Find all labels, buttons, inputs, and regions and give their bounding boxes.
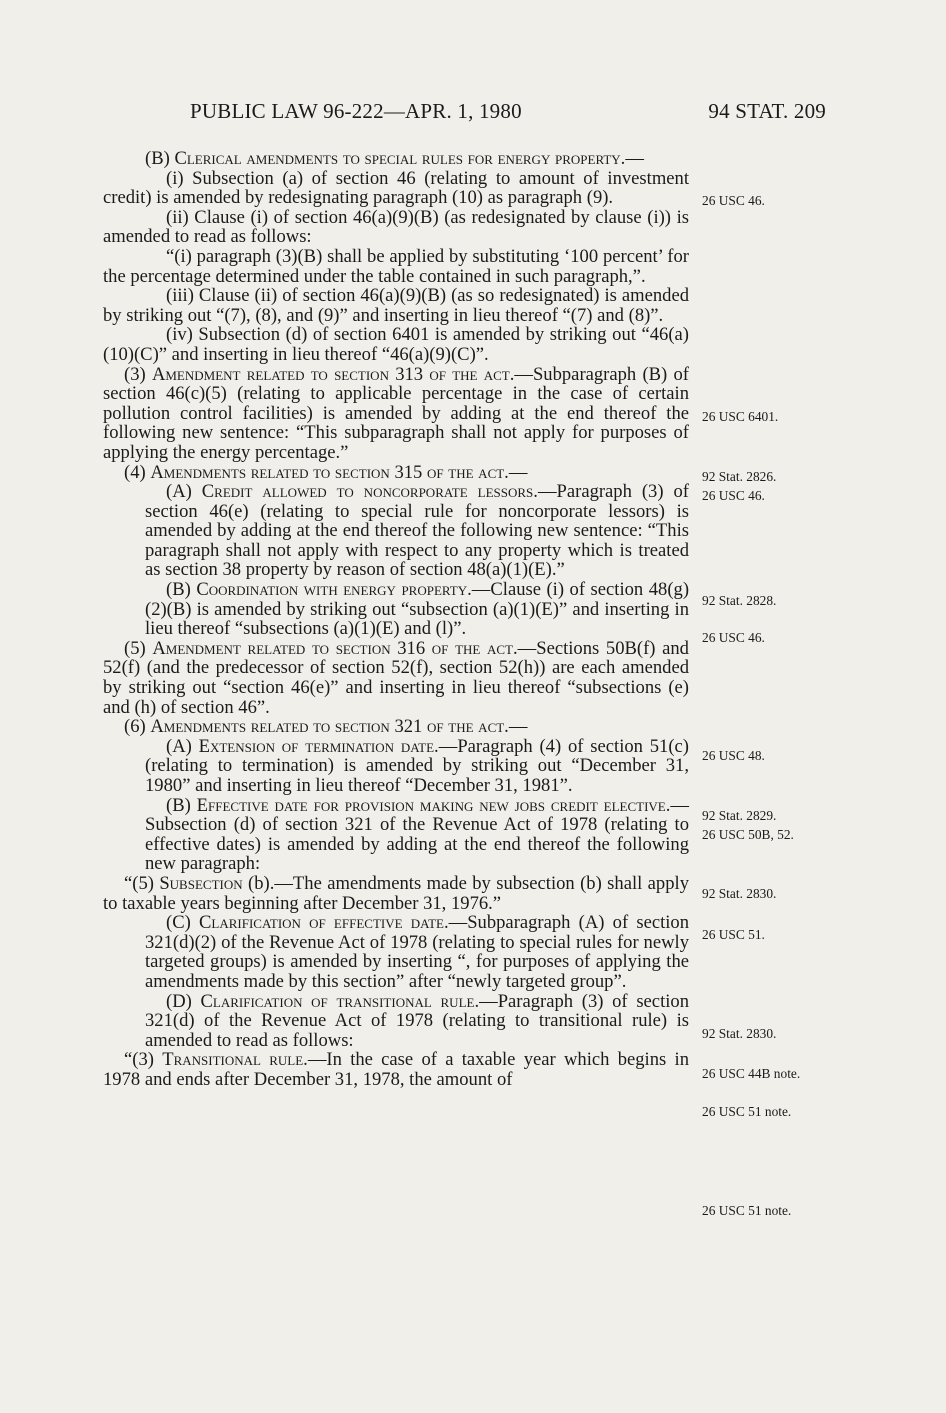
margin-note: 26 USC 44B note. [702,1066,801,1081]
margin-note: 26 USC 50B, 52. [702,827,794,842]
margin-note: 26 USC 6401. [702,409,779,424]
clause-iii: (iii) Clause (ii) of section 46(a)(9)(B) (as so redesignated) is amended by striking out “(7), (8), and (9)” and inserting in lieu thereof “(7) and (8)”. [103,285,689,326]
paragraph-6-section-321: (6) Amendments related to section 321 of the act.— [124,716,528,738]
clause-iv: (iv) Subsection (d) of section 6401 is amended by striking out “46(a)(10)(C)” and inserting in lieu thereof “46(a)(9)(C)”. [103,324,689,365]
clause-ii: (ii) Clause (i) of section 46(a)(9)(B) (as redesignated by clause (i)) is amended to read as follows: [103,206,689,248]
margin-note: 26 USC 46. [702,193,765,208]
margin-note: 26 USC 51. [702,927,765,942]
paragraph-4-section-315: (4) Amendments related to section 315 of the act.— [124,461,528,483]
quoted-paragraph-5: “(5) Subsection (b).—The amendments made by subsection (b) shall apply to taxable years beginning after December 31, 1976.” [103,872,689,914]
quoted-paragraph-3: “(3) Transitional rule.—In the case of a taxable year which begins in 1978 and ends after December 31, 1978, the amount of [103,1049,689,1090]
subparagraph-6c: (C) Clarification of effective date.—Subparagraph (A) of section 321(d)(2) of the Revenue Act of 1978 (relating to special rules for newly targeted groups) is amended by inserting “, for purposes of applying the amendments made by this section” after “newly targeted group”. [145,912,690,992]
paragraph-5-section-316: (5) Amendment related to section 316 of the act.—Sections 50B(f) and 52(f) (and the predecessor of section 52(f), section 52(h)) are each amended by striking out “section 46(e)” and inserting in lieu thereof “subsections (e) and (h) of section 46”. [103,637,689,718]
paragraph-clerical-amendments: (B) Clerical amendments to special rules for energy property.— [145,148,644,169]
statute-body [103,149,689,1090]
subparagraph-6d: (D) Clarification of transitional rule.—Paragraph (3) of section 321(d) of the Revenue Act of 1978 (relating to transitional rule) is amended to read as follows: [145,990,689,1051]
header-stat-page: 94 STAT. 209 [708,99,826,123]
subparagraph-4a: (A) Credit allowed to noncorporate lessors.—Paragraph (3) of section 46(e) (relating to special rule for noncorporate lessors) is amended by adding at the end thereof the following new sentence: “This paragraph shall not apply with respect to any property which is treated as section 38 property by reason of section 48(a)(1)(E).” [145,481,689,581]
page-header [190,99,826,129]
margin-note: 92 Stat. 2829. [702,808,777,823]
margin-note: 26 USC 51 note. [702,1104,792,1119]
quoted-clause-i: “(i) paragraph (3)(B) shall be applied by substituting ‘100 percent’ for the percentage determined under the table contained in such paragraph,”. [103,245,689,287]
margin-note: 92 Stat. 2828. [702,593,777,608]
subparagraph-4b: (B) Coordination with energy property.—Clause (i) of section 48(g)(2)(B) is amended by striking out “subsection (a)(1)(E)” and inserting in lieu thereof “subsections (a)(1)(E) and (l)”. [145,579,690,640]
margin-note: 92 Stat. 2830. [702,886,777,901]
margin-note: 92 Stat. 2826. [702,469,777,484]
paragraph-3-section-313: (3) Amendment related to section 313 of the act.—Subparagraph (B) of section 46(c)(5) (relating to applicable percentage in the case of certain pollution control facilities) is amended by adding at the end thereof the following new sentence: “This subparagraph shall not apply for purposes of applying the energy percentage.” [103,363,689,463]
margin-note: 26 USC 48. [702,748,765,763]
subparagraph-6b: (B) Effective date for provision making new jobs credit elective.—Subsection (d) of section 321 of the Revenue Act of 1978 (relating to effective dates) is amended by adding at the end thereof the following new paragraph: [145,794,689,875]
margin-note: 26 USC 46. [702,488,765,503]
margin-note: 26 USC 46. [702,630,765,645]
margin-note: 26 USC 51 note. [702,1203,792,1218]
subparagraph-6a: (A) Extension of termination date.—Paragraph (4) of section 51(c) (relating to termination) is amended by striking out “December 31, 1980” and inserting in lieu thereof “December 31, 1981”. [145,735,689,796]
clause-i: (i) Subsection (a) of section 46 (relating to amount of investment credit) is amended by redesignating paragraph (10) as paragraph (9). [103,167,689,209]
margin-note: 92 Stat. 2830. [702,1026,777,1041]
header-title: PUBLIC LAW 96-222—APR. 1, 1980 [190,99,522,123]
